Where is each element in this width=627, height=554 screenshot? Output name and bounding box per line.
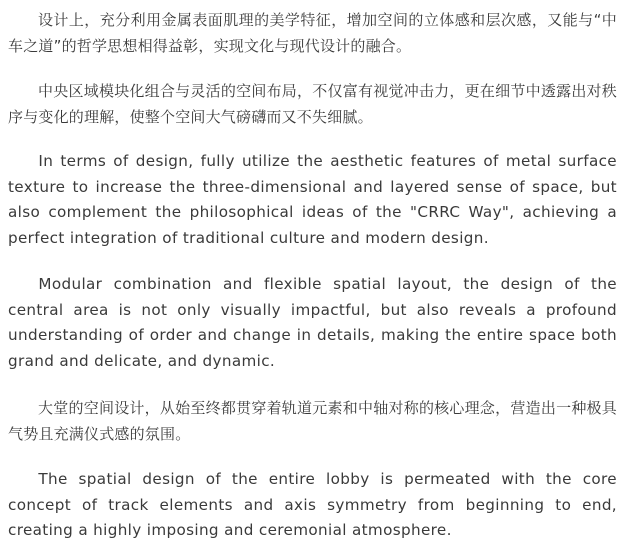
paragraph-en-central-area: Modular combination and flexible spatial layout, the design of the central area is not only visually impactful, but also reveals a profound understanding of order and change in details, making the entire space both grand and delicate, and dynamic. <box>8 275 617 370</box>
paragraph-zh-central-area: 中央区域模块化组合与灵活的空间布局，不仅富有视觉冲击力，更在细节中透露出对秩序与变化的理解，使整个空间大气磅礴而又不失细腻。 <box>8 82 617 126</box>
paragraph-zh-design-metal-texture: 设计上，充分利用金属表面肌理的美学特征，增加空间的立体感和层次感，又能与“中车之道”的哲学思想相得益彰，实现文化与现代设计的融合。 <box>8 11 617 55</box>
paragraph-en-lobby: The spatial design of the entire lobby is permeated with the core concept of track elements and axis symmetry from beginning to end, creating a highly imposing and ceremonial atmosphere. <box>8 470 617 539</box>
paragraph-en-design-metal-texture: In terms of design, fully utilize the aesthetic features of metal surface texture to increase the three-dimensional and layered sense of space, but also complement the philosophical ideas of the "CRRC Way", achieving a perfect integration of traditional culture and modern design. <box>8 152 617 247</box>
paragraph-zh-lobby: 大堂的空间设计，从始至终都贯穿着轨道元素和中轴对称的核心理念，营造出一种极具气势且充满仪式感的氛围。 <box>8 399 617 443</box>
